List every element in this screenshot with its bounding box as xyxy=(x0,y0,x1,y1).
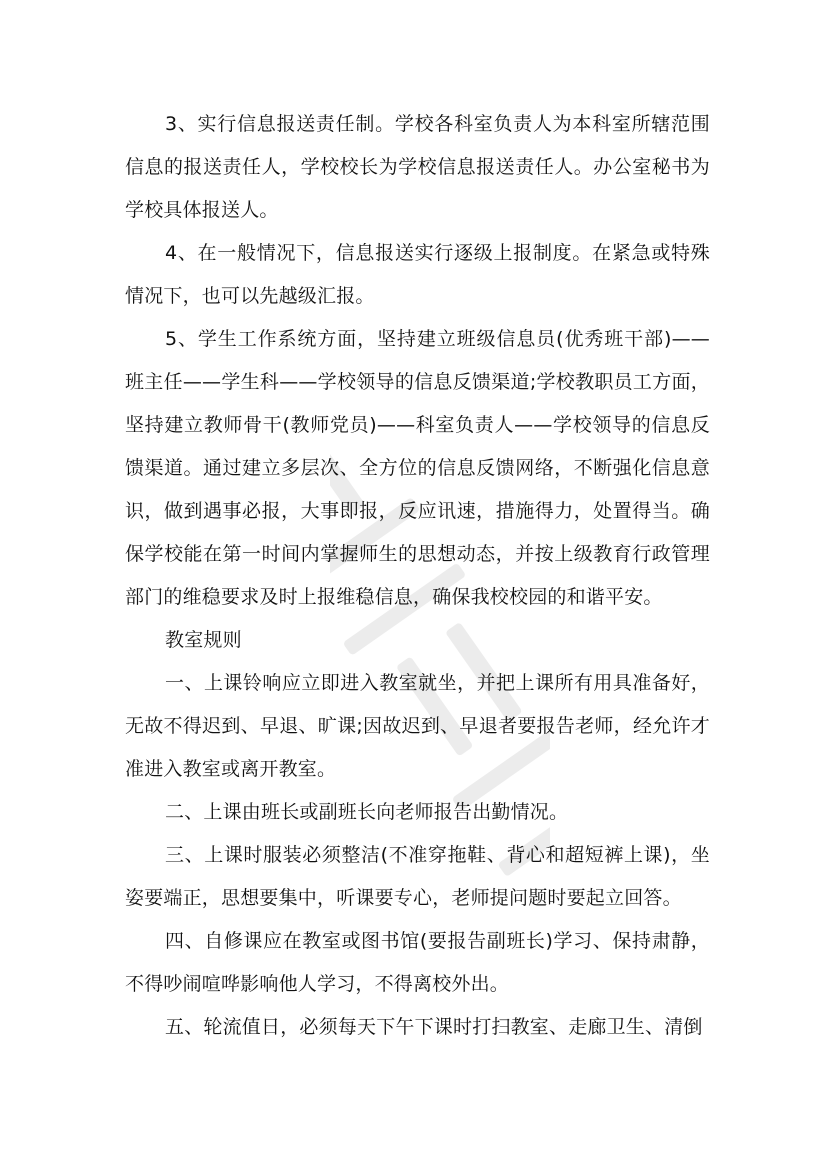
paragraph-item-3: 3、实行信息报送责任制。学校各科室负责人为本科室所辖范围信息的报送责任人，学校校长为学校信息报送责任人。办公室秘书为学校具体报送人。 xyxy=(125,113,710,221)
rule-item-5: 五、轮流值日，必须每天下午下课时打扫教室、走廊卫生、清倒 xyxy=(165,1016,703,1038)
rule-item-1: 一、上课铃响应立即进入教室就坐，并把上课所有用具准备好，无故不得迟到、早退、旷课;因故迟到、早退者要报告老师，经允许才准进入教室或离开教室。 xyxy=(125,672,710,780)
paragraph-item-5: 5、学生工作系统方面，坚持建立班级信息员(优秀班干部)——班主任——学生科——学校领导的信息反馈渠道;学校教职员工方面，坚持建立教师骨干(教师党员)——科室负责人——学校领导的信息反馈渠道。通过建立多层次、全方位的信息反馈网络，不断强化信息意识，做到遇事必报，大事即报，反应讯速，措施得力，处置得当。确保学校能在第一时间内掌握师生的思想动态，并按上级教育行政管理部门的维稳要求及时上报维稳信息，确保我校校园的和谐平安。 xyxy=(125,328,710,608)
rule-item-2: 二、上课由班长或副班长向老师报告出勤情况。 xyxy=(165,801,569,823)
rule-item-4: 四、自修课应在教室或图书馆(要报告副班长)学习、保持肃静，不得吵闹喧哗影响他人学习，不得离校外出。 xyxy=(125,930,710,995)
paragraph-item-4: 4、在一般情况下，信息报送实行逐级上报制度。在紧急或特殊情况下，也可以先越级汇报。 xyxy=(125,242,710,307)
rule-item-3: 三、上课时服装必须整洁(不准穿拖鞋、背心和超短裤上课)，坐姿要端正，思想要集中，听课要专心，老师提问题时要起立回答。 xyxy=(125,844,710,909)
document-body xyxy=(125,103,710,1049)
section-title-classroom-rules: 教室规则 xyxy=(165,629,242,651)
